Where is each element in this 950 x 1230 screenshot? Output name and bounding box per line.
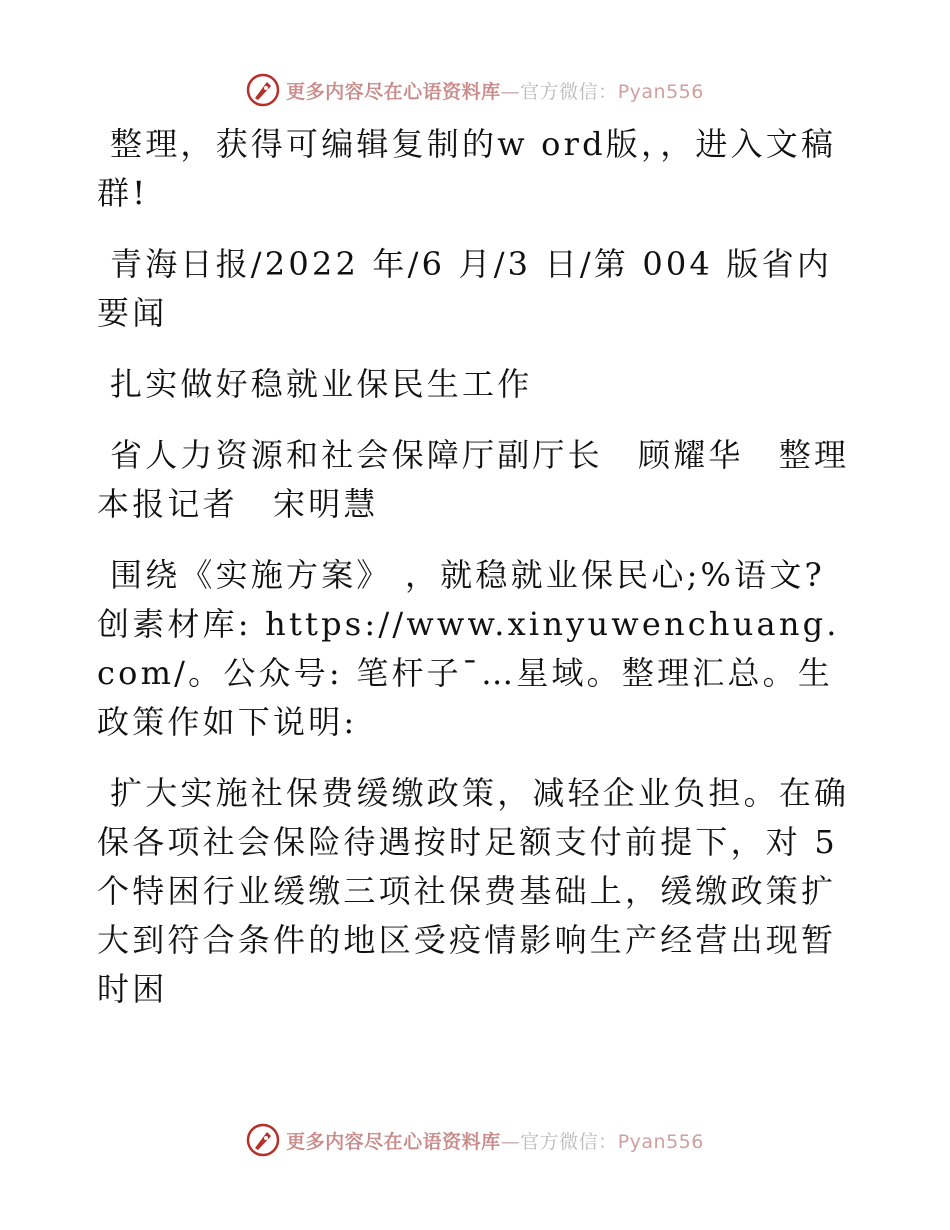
paragraph-intro: 整理，获得可编辑复制的w ord版，，进入文稿群! [97,125,837,212]
watermark-text [286,1127,704,1154]
article-title: 扎实做好稳就业保民生工作 [110,365,533,403]
watermark-separator: — [500,80,521,103]
watermark-brand: 更多内容尽在心语资料库 [286,80,501,103]
watermark-wechat-id: Pyan556 [617,1130,704,1153]
watermark-wechat-label: 官方微信： [520,80,618,103]
pen-nib-logo-icon [246,1123,280,1157]
watermark-text [286,77,704,104]
footer-watermark [0,1120,950,1160]
paragraph-source: 青海日报/2022 年/6 月/3 日/第 004 版省内要闻 [97,245,833,332]
paragraph-plan: 围绕《实施方案》 ，就稳就业保民心;%语文?创素材库: https://www.xinyuwenchuang.com/。公众号: 笔杆子¯…星域。整理汇总。生政策作如下说明: [97,556,840,741]
watermark-wechat-id: Pyan556 [617,80,704,103]
paragraph-policy: 扩大实施社保费缓缴政策，减轻企业负担。在确保各项社会保险待遇按时足额支付前提下，对 5 个特困行业缓缴三项社保费基础上，缓缴政策扩大到符合条件的地区受疫情影响生产经营出现暂时困 [97,774,850,1008]
watermark-brand: 更多内容尽在心语资料库 [286,1130,501,1153]
header-watermark [0,70,950,110]
watermark-wechat-label: 官方微信： [520,1130,618,1153]
document-body [97,120,857,1036]
article-byline: 省人力资源和社会保障厅副厅长 顾耀华 整理本报记者 宋明慧 [97,436,850,523]
pen-nib-logo-icon [246,73,280,107]
watermark-separator: — [500,1130,521,1153]
